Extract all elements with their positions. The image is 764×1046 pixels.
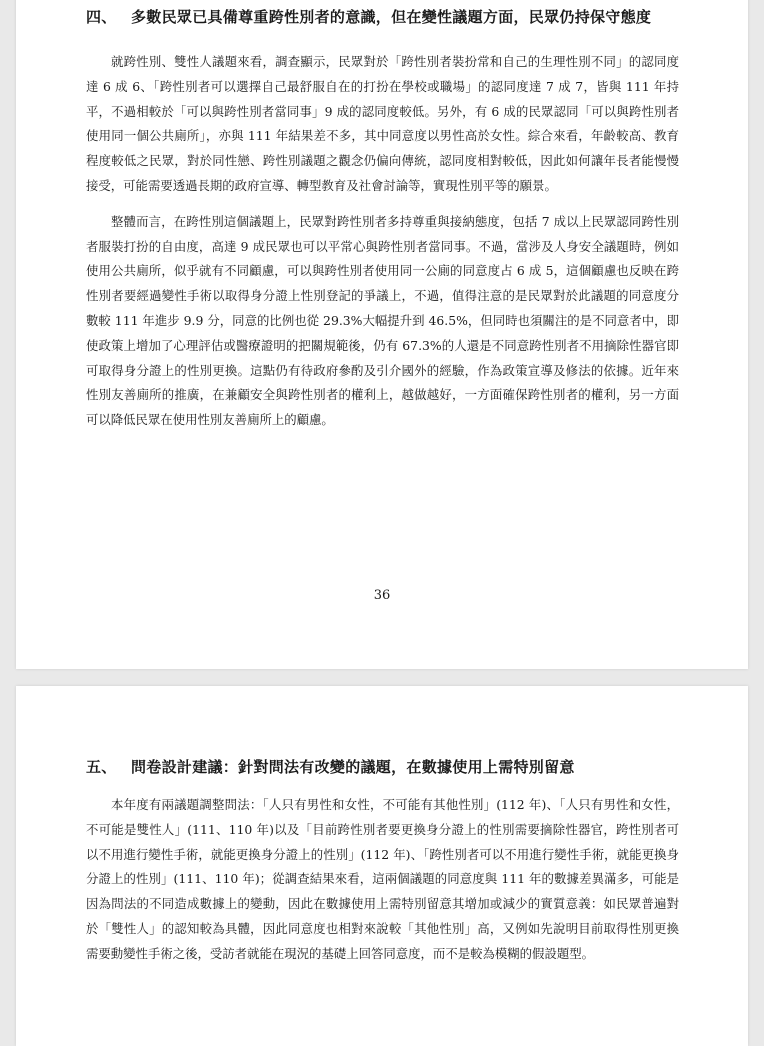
page-36-content: [86, 6, 679, 433]
section-5-paragraph-1: 本年度有兩議題調整問法：「人只有男性和女性，不可能有其他性別」(112 年)、「人只有男性和女性，不可能是雙性人」(111、110 年)以及「目前跨性別者要更換身分證上的性別需要摘除性器官，跨性別者可以不用進行變性手術，就能更換身分證上的性別」(112 年)、「跨性別者可以不用進行變性手術，就能更換身分證上的性別」(111、110 年)；從調查結果來看，這兩個議題的同意度與 111 年的數據差異滿多，可能是因為問法的不同造成數據上的變動，因此在數據使用上需特別留意其增加或減少的實質意義：如民眾普遍對於「雙性人」的認知較為具體，因此同意度也相對來說較「其他性別」高，又例如先說明目前取得性別更換需要動變性手術之後，受訪者就能在現況的基礎上回答同意度，而不是較為模糊的假設題型。: [86, 797, 679, 961]
section-5-heading: [86, 756, 679, 778]
section-5-number: 五、: [86, 758, 117, 776]
document-page-37: [16, 686, 748, 1046]
section-4-number: 四、: [86, 8, 117, 26]
section-4-paragraph-2: 整體而言，在跨性別這個議題上，民眾對跨性別者多持尊重與接納態度，包括 7 成以上民眾認同跨性別者服裝打扮的自由度，高達 9 成民眾也可以平常心與跨性別者當同事。不過，當涉及人身安全議題時，例如使用公共廁所，似乎就有不同顧慮，可以與跨性別者使用同一公廁的同意度占 6 成 5，這個顧慮也反映在跨性別者要經過變性手術以取得身分證上性別登記的爭議上，不過，值得注意的是民眾對於此議題的同意度分數較 111 年進步 9.9 分，同意的比例也從 29.3%大幅提升到 46.5%，但同時也須關注的是不同意者中，即使政策上增加了心理評估或醫療證明的把關規範後，仍有 67.3%的人還是不同意跨性別者不用摘除性器官即可取得身分證上的性別更換。這點仍有待政府參酌及引介國外的經驗，作為政策宣導及修法的依據。近年來性別友善廁所的推廣，在兼顧安全與跨性別者的權利上，越做越好，一方面確保跨性別者的權利，另一方面可以降低民眾在使用性別友善廁所上的顧慮。: [86, 213, 679, 428]
section-5-title: 問卷設計建議：針對問法有改變的議題，在數據使用上需特別留意: [131, 758, 575, 776]
page-37-content: [86, 756, 679, 967]
document-page-36: [16, 0, 748, 669]
page-number: 36: [373, 588, 391, 603]
section-4-title: 多數民眾已具備尊重跨性別者的意識，但在變性議題方面，民眾仍持保守態度: [131, 8, 652, 26]
section-4-paragraph-1: 就跨性別、雙性人議題來看，調查顯示，民眾對於「跨性別者裝扮常和自己的生理性別不同」的認同度達 6 成 6、「跨性別者可以選擇自己最舒服自在的打扮在學校或職場」的認同度達 7 成 7，皆與 111 年持平，不過相較於「可以與跨性別者當同事」9 成的認同度較低。另外，有 6 成的民眾認同「可以與跨性別者使用同一個公共廁所」，亦與 111 年結果差不多，其中同意度以男性高於女性。綜合來看，年齡較高、教育程度較低之民眾，對於同性戀、跨性別議題之觀念仍偏向傳統，認同度相對較低，因此如何讓年長者能慢慢接受，可能需要透過長期的政府宣導、轉型教育及社會討論等，實現性別平等的願景。: [86, 54, 679, 193]
section-4-heading: [86, 6, 679, 28]
